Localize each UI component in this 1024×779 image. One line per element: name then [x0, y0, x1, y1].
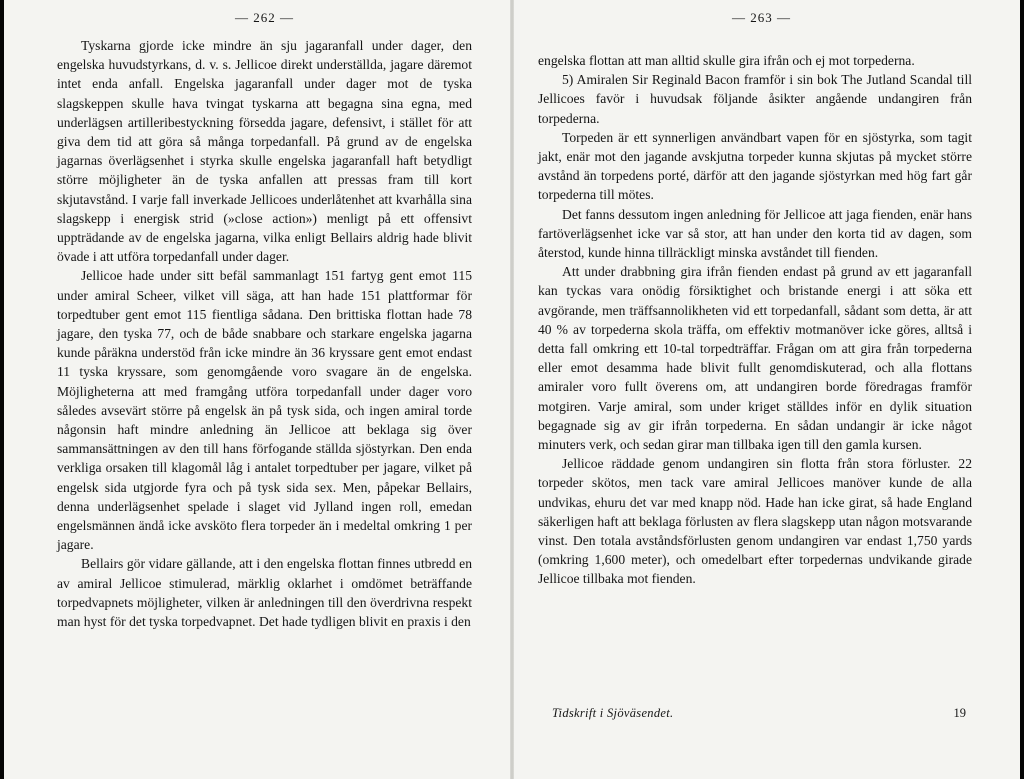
paragraph: Jellicoe hade under sitt befäl sammanlagt 151 fartyg gent emot 115 under amiral Scheer, vilket vill säga, att han hade 151 plattformar för torpedtuber gent emot 115 fientliga sådana. Den brittiska flottan hade 78 jagare, den tyska 77, och de både snabbare och starkare engelska jagarna kunde påräkna understöd från icke mindre än 36 kryssare gent emot endast 11 tyska kryssare, som genomgående voro svagare än de engelska. Möjligheterna att med framgång utföra torpedanfall under dager voro således avsevärt större på engelsk än på tysk sida, och ingen amiral torde någonsin haft mindre anledning än Jellicoe att beklaga sig över sammansättningen av den till hans förfogande ställda sjöstyrkan. Den enda verkliga orsaken till klagomål låg i antalet torpedtuber per jagare, vilket på engelsk sida utgjorde fyra och på tysk sida sex. Men, påpekar Bellairs, denna underlägsenhet spelade i slaget vid Jylland ingen roll, emedan engelsmännen ändå icke avsköto flera torpeder än i medeltal omkring 1 per jagare. [57, 268, 472, 553]
paragraph: Det fanns dessutom ingen anledning för Jellicoe att jaga fienden, enär hans fartöverlägsenhet icke var så stor, att han under den korta tid av dagen, som återstod, kunde hinna tillräckligt minska avståndet till fienden. [538, 206, 972, 261]
left-page [0, 0, 510, 779]
page-body [57, 36, 472, 631]
paragraph: Bellairs gör vidare gällande, att i den engelska flottan finnes utbredd en av amiral Jellicoe stimulerad, märklig oklarhet i omdömet beträffande torpedvapnets möjligheter, vilken är anledningen till den överdrivna respekt man hyst för det tyska torpedvapnet. Det hade tydligen blivit en praxis i den [57, 556, 472, 630]
journal-title: Tidskrift i Sjöväsendet. [552, 706, 674, 720]
paragraph: Att under drabbning gira ifrån fienden endast på grund av ett jagaranfall kan tyckas vara onödig försiktighet och bristande energi i att söka ett avgörande, men träffsannolikheten vid ett torpedanfall, sådant som detta, är att 40 % av torpederna skola träffa, om effektiv motmanöver icke göres, alltså i detta fall omkring ett 10-tal torpedträffar. Frågan om att gira från torpederna eller emot desamma hade blivit fullt genomdiskuterad, och alla flottans amiraler voro fullt överens om, att undangiren borde föredragas framför motgiren. Varje amiral, som under kriget ställdes inför en dylik situation begagnade sig av gir ifrån torpederna. En sådan undangir är icke något minuters verk, och sedan girar man tillbaka igen till den gamla kursen. [538, 264, 972, 453]
page-body [538, 51, 972, 589]
page-number: — 263 — [732, 10, 791, 25]
paragraph: Jellicoe räddade genom undangiren sin flotta från stora förluster. 22 torpeder skötos, men tack vare amiral Jellicoes manöver kunde de alla undvikas, ehuru det var med knapp nöd. Hade han icke girat, så hade England säkerligen haft att beklaga förlusten av flera slagskepp utan någon motsvarande vinst. Den totala avståndsförlusten genom undangiren var endast 1,750 yards (omkring 1,600 meter), och omedelbart efter torpedernas undvikande girade Jellicoe tillbaka mot fienden. [538, 456, 972, 587]
sheet-number: 19 [953, 706, 966, 720]
paragraph: Torpeden är ett synnerligen användbart vapen för en sjöstyrka, som tagit jakt, enär mot den jagande avskjutna torpeder kunna skjutas på mycket större avstånd än torpedens porté, därför att den jagande sjöstyrkan med hög fart går torpederna till mötes. [538, 129, 972, 203]
paragraph: 5) Amiralen Sir Reginald Bacon framför i sin bok The Jutland Scandal till Jellicoes favör i huvudsak följande åsikter angående undangiren från torpederna. [538, 72, 972, 126]
paragraph: Tyskarna gjorde icke mindre än sju jagaranfall under dager, den engelska huvudstyrkans, d. v. s. Jellicoe direkt underställda, jagare däremot intet enda anfall. Engelska jagaranfall under dager mot de tyska slagskeppen skulle hava tvingat tyskarna att begagna sina egna, med underlägsen artilleribestyckning försedda jagare, defensivt, i stället för att giva dem tid att göra så många torpedanfall. På grund av de engelska jagarnas överlägsenhet i styrka skulle engelska jagaranfall haft betydligt större möjligheter än de tyska anfallen att pressas fram till kort skjutavstånd. I varje fall inverkade Jellicoes underlåtenhet att kvarhålla sina slagskepp i energisk strid (»close action») menligt på ett offensivt uppträdande av de engelska jagarna, vilka enligt Bellairs aldrig hade blivit övade i att utföra torpedanfall under dager. [57, 38, 472, 265]
page-footer [552, 706, 966, 721]
page-number: — 262 — [235, 10, 294, 25]
paragraph: engelska flottan att man alltid skulle gira ifrån och ej mot torpederna. [538, 53, 915, 68]
right-page [514, 0, 1024, 779]
